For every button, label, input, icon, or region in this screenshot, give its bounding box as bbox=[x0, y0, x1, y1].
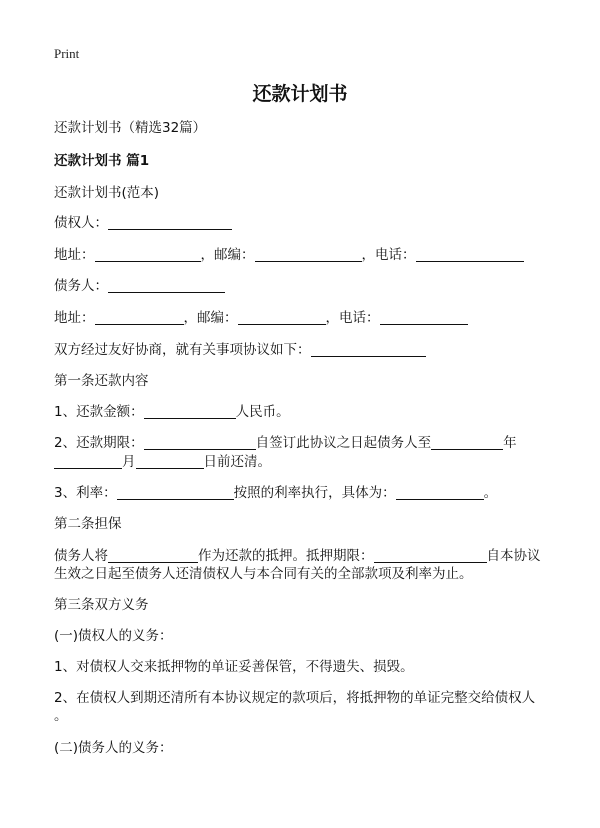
article2-title: 第二条担保 bbox=[54, 516, 122, 532]
agreement-intro: 双方经过友好协商，就有关事项协议如下： bbox=[54, 342, 311, 358]
collateral-line-2: 生效之日起至债务人还清债权人与本合同有关的全部款项及利率为止。 bbox=[54, 566, 473, 582]
month-blank bbox=[54, 454, 122, 469]
article3-title: 第三条双方义务 bbox=[54, 597, 149, 613]
collateral-line bbox=[54, 547, 541, 565]
creditor-address-blank bbox=[95, 247, 201, 262]
debtor-phone-blank bbox=[380, 310, 468, 325]
year-label: 年 bbox=[503, 435, 517, 451]
rate-detail-blank bbox=[396, 485, 484, 500]
document-title: 还款计划书 bbox=[252, 83, 348, 105]
term-mid: 自签订此协议之日起债务人至 bbox=[255, 435, 432, 451]
agreement-intro-line bbox=[54, 341, 426, 359]
subtitle: 还款计划书（精选32篇） bbox=[54, 120, 207, 136]
creditor-duty-heading: (一)债权人的义务： bbox=[54, 628, 173, 644]
creditor-name-blank bbox=[108, 215, 232, 230]
amount-label: 1、还款金额： bbox=[54, 404, 144, 420]
print-link[interactable]: Print bbox=[54, 46, 80, 61]
creditor-duty-item-2-end: 。 bbox=[54, 708, 68, 724]
debtor-address-line bbox=[54, 309, 468, 327]
creditor-duty-item-1: 1、对债权人交来抵押物的单证妥善保管，不得遗失、损毁。 bbox=[54, 659, 414, 675]
debtor-address-blank bbox=[95, 310, 184, 325]
template-label: 还款计划书(范本) bbox=[54, 185, 160, 201]
term-label: 2、还款期限： bbox=[54, 435, 144, 451]
debtor-line bbox=[54, 277, 225, 295]
collateral-blank bbox=[108, 548, 198, 563]
creditor-phone-label: ，电话： bbox=[361, 247, 416, 263]
rate-label: 3、利率： bbox=[54, 485, 117, 501]
amount-unit: 人民币。 bbox=[235, 404, 290, 420]
debtor-address-label: 地址： bbox=[54, 310, 95, 326]
day-blank bbox=[136, 454, 204, 469]
creditor-zip-blank bbox=[255, 247, 362, 262]
creditor-address-line bbox=[54, 246, 524, 264]
rate-end: 。 bbox=[483, 485, 498, 501]
creditor-address-label: 地址： bbox=[54, 247, 95, 263]
debtor-phone-label: ，电话： bbox=[325, 310, 380, 326]
as-collateral: 作为还款的抵押。抵押期限： bbox=[198, 548, 374, 564]
term-line bbox=[54, 434, 517, 452]
term-blank bbox=[144, 435, 256, 450]
day-end: 日前还清。 bbox=[203, 454, 271, 470]
debtor-duty-heading: (二)债务人的义务： bbox=[54, 740, 173, 756]
debtor-label: 债务人： bbox=[54, 278, 108, 294]
rate-blank bbox=[117, 485, 234, 500]
debtor-name-blank bbox=[108, 278, 225, 293]
debtor-zip-blank bbox=[238, 310, 326, 325]
article1-title: 第一条还款内容 bbox=[54, 373, 149, 389]
amount-line bbox=[54, 403, 290, 421]
rate-mid: 按照的利率执行，具体为： bbox=[233, 485, 396, 501]
debtor-zip-label: ，邮编： bbox=[183, 310, 238, 326]
creditor-line bbox=[54, 214, 232, 232]
term-line-2 bbox=[54, 453, 271, 471]
creditor-label: 债权人： bbox=[54, 215, 108, 231]
year-blank bbox=[431, 435, 503, 450]
rate-line bbox=[54, 484, 497, 502]
section-heading: 还款计划书 篇1 bbox=[54, 153, 150, 169]
creditor-zip-label: ，邮编： bbox=[200, 247, 255, 263]
mortgage-term-blank bbox=[374, 548, 487, 563]
agreement-intro-blank bbox=[311, 342, 426, 357]
amount-blank bbox=[144, 404, 236, 419]
debtor-will: 债务人将 bbox=[54, 548, 108, 564]
month-label: 月 bbox=[122, 454, 136, 470]
creditor-duty-item-2: 2、在债权人到期还清所有本协议规定的款项后，将抵押物的单证完整交给债权人 bbox=[54, 690, 536, 706]
from-effective: 自本协议 bbox=[486, 548, 541, 564]
creditor-phone-blank bbox=[416, 247, 524, 262]
